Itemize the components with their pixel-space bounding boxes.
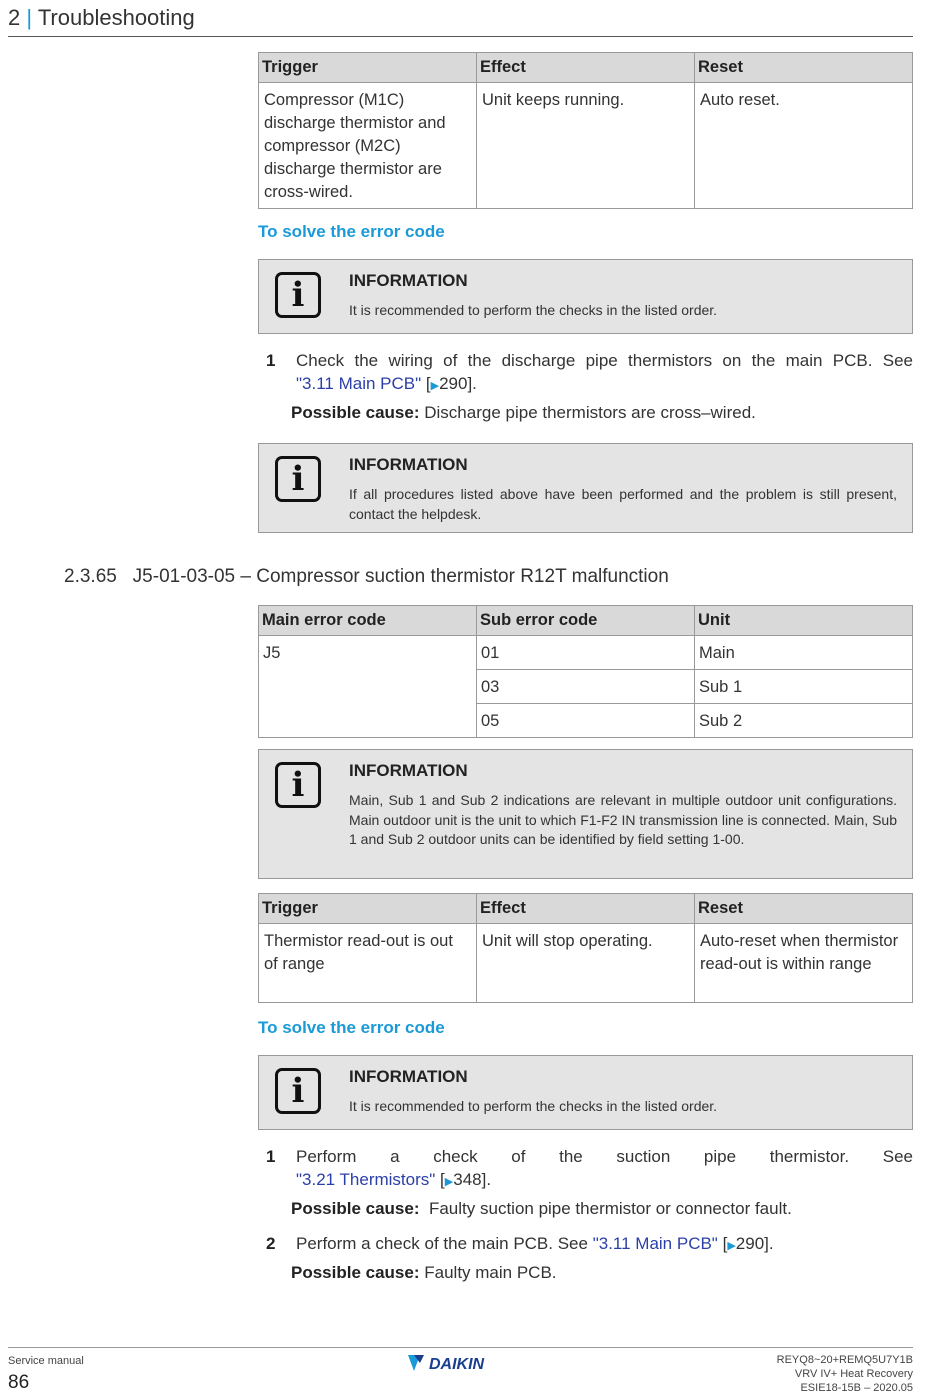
main-pcb-link[interactable]: "3.11 Main PCB" bbox=[592, 1234, 718, 1253]
table-row bbox=[259, 924, 913, 1003]
info-text: It is recommended to perform the checks in the listed order. bbox=[349, 302, 718, 318]
footer-product: VRV IV+ Heat Recovery bbox=[794, 1368, 913, 1380]
cause-label: Possible cause: bbox=[291, 1263, 420, 1282]
cause-text: Faulty suction pipe thermistor or connector fault. bbox=[428, 1199, 792, 1218]
step-text: Check the wiring of the discharge pipe thermistors on the main PCB. See bbox=[296, 351, 913, 370]
ref-bracket: [ bbox=[722, 1234, 728, 1253]
sub-code-cell: 03 bbox=[477, 670, 695, 704]
solve-heading-1: To solve the error code bbox=[258, 222, 445, 241]
footer-doc-type: Service manual bbox=[8, 1355, 84, 1367]
footer-doc-info bbox=[777, 1353, 913, 1395]
possible-cause-1 bbox=[291, 403, 756, 423]
effect-cell: Unit keeps running. bbox=[477, 83, 695, 209]
table-header-effect: Effect bbox=[477, 53, 695, 83]
cause-text: Faulty main PCB. bbox=[424, 1263, 557, 1282]
main-pcb-link[interactable]: "3.11 Main PCB" bbox=[296, 374, 422, 393]
header-divider bbox=[8, 36, 913, 37]
chapter-number: 2 bbox=[8, 5, 21, 30]
table-header-trigger: Trigger bbox=[259, 894, 477, 924]
ref-page: 348]. bbox=[453, 1170, 492, 1189]
info-title: INFORMATION bbox=[349, 761, 468, 780]
step-reference bbox=[296, 372, 913, 398]
ref-bracket: [ bbox=[425, 374, 431, 393]
information-icon: i bbox=[275, 272, 321, 318]
section-number: 2.3.65 bbox=[64, 566, 117, 587]
check-step-2 bbox=[258, 1145, 913, 1194]
reset-cell: Auto-reset when thermistor read-out is within range bbox=[695, 924, 913, 1003]
section-title: J5-01-03-05 – Compressor suction thermistor R12T malfunction bbox=[132, 566, 669, 587]
info-title: INFORMATION bbox=[349, 271, 468, 290]
info-box-3 bbox=[258, 749, 913, 879]
info-text: It is recommended to perform the checks in the listed order. bbox=[349, 1098, 718, 1114]
chapter-title: Troubleshooting bbox=[37, 5, 195, 30]
unit-cell: Sub 1 bbox=[695, 670, 913, 704]
step-number: 1 bbox=[266, 351, 276, 370]
check-step-1 bbox=[258, 349, 913, 398]
trigger-cell: Thermistor read-out is out of range bbox=[259, 924, 477, 1003]
section-heading bbox=[64, 566, 669, 588]
page-arrow-icon: ▶ bbox=[444, 1176, 454, 1188]
header-separator: | bbox=[26, 5, 33, 30]
possible-cause-2 bbox=[291, 1199, 792, 1219]
trigger-cell: Compressor (M1C) discharge thermistor and compressor (M2C) discharge thermistor are cross-wired. bbox=[259, 83, 477, 209]
information-icon: i bbox=[275, 456, 321, 502]
footer-doc-code: ESIE18-15B – 2020.05 bbox=[800, 1382, 913, 1394]
reset-cell: Auto reset. bbox=[695, 83, 913, 209]
unit-cell: Sub 2 bbox=[695, 704, 913, 738]
check-step-3 bbox=[258, 1232, 913, 1258]
effect-cell: Unit will stop operating. bbox=[477, 924, 695, 1003]
info-text: If all procedures listed above have been performed and the problem is still present, contact the helpdesk. bbox=[349, 486, 897, 522]
table-header-effect: Effect bbox=[477, 894, 695, 924]
step-text: Perform a check of the suction pipe thermistor. See bbox=[296, 1147, 913, 1166]
table-header-unit: Unit bbox=[695, 606, 913, 636]
info-title: INFORMATION bbox=[349, 455, 468, 474]
info-box-2 bbox=[258, 443, 913, 533]
table-row bbox=[259, 83, 913, 209]
cause-label: Possible cause: bbox=[291, 403, 420, 422]
thermistors-link[interactable]: "3.21 Thermistors" bbox=[296, 1170, 436, 1189]
step-text-content: Perform a check of the main PCB. See bbox=[296, 1234, 588, 1253]
info-box-4 bbox=[258, 1055, 913, 1130]
info-box-1 bbox=[258, 259, 913, 334]
page-arrow-icon: ▶ bbox=[727, 1240, 736, 1252]
possible-cause-3 bbox=[291, 1263, 557, 1283]
info-title: INFORMATION bbox=[349, 1067, 468, 1086]
solve-heading-2: To solve the error code bbox=[258, 1018, 445, 1037]
table-row bbox=[259, 636, 913, 670]
ref-page: 290]. bbox=[439, 374, 477, 393]
error-code-table bbox=[258, 605, 913, 738]
footer-divider bbox=[8, 1347, 913, 1348]
sub-code-cell: 05 bbox=[477, 704, 695, 738]
step-number: 1 bbox=[266, 1147, 276, 1166]
unit-cell: Main bbox=[695, 636, 913, 670]
ref-bracket: [ bbox=[440, 1170, 445, 1189]
info-text: Main, Sub 1 and Sub 2 indications are relevant in multiple outdoor unit configurations. Main outdoor unit is the unit to which F1-F2 IN transmission line is connected. Main, Sub 1 and Sub 2 outdoor units can be identified by field setting 1-00. bbox=[349, 792, 897, 847]
sub-code-cell: 01 bbox=[477, 636, 695, 670]
main-code-cell: J5 bbox=[259, 636, 477, 738]
cause-text: Discharge pipe thermistors are cross–wired. bbox=[424, 403, 756, 422]
information-icon: i bbox=[275, 1068, 321, 1114]
trigger-table-1 bbox=[258, 52, 913, 209]
step-number: 2 bbox=[266, 1234, 276, 1253]
table-header-reset: Reset bbox=[695, 53, 913, 83]
page-header bbox=[8, 5, 195, 31]
cause-label: Possible cause: bbox=[291, 1199, 420, 1218]
daikin-logo bbox=[406, 1353, 516, 1373]
table-header-trigger: Trigger bbox=[259, 53, 477, 83]
ref-page: 290]. bbox=[735, 1234, 774, 1253]
daikin-wordmark: DAIKIN bbox=[429, 1356, 485, 1373]
information-icon: i bbox=[275, 762, 321, 808]
footer-model: REYQ8~20+REMQ5U7Y1B bbox=[776, 1354, 913, 1366]
table-header-main-code: Main error code bbox=[259, 606, 477, 636]
trigger-table-2 bbox=[258, 893, 913, 1003]
page-number: 86 bbox=[8, 1372, 30, 1393]
table-header-reset: Reset bbox=[695, 894, 913, 924]
page-arrow-icon: ▶ bbox=[430, 380, 440, 392]
step-reference bbox=[296, 1168, 913, 1194]
table-header-sub-code: Sub error code bbox=[477, 606, 695, 636]
step-text bbox=[296, 1232, 913, 1258]
